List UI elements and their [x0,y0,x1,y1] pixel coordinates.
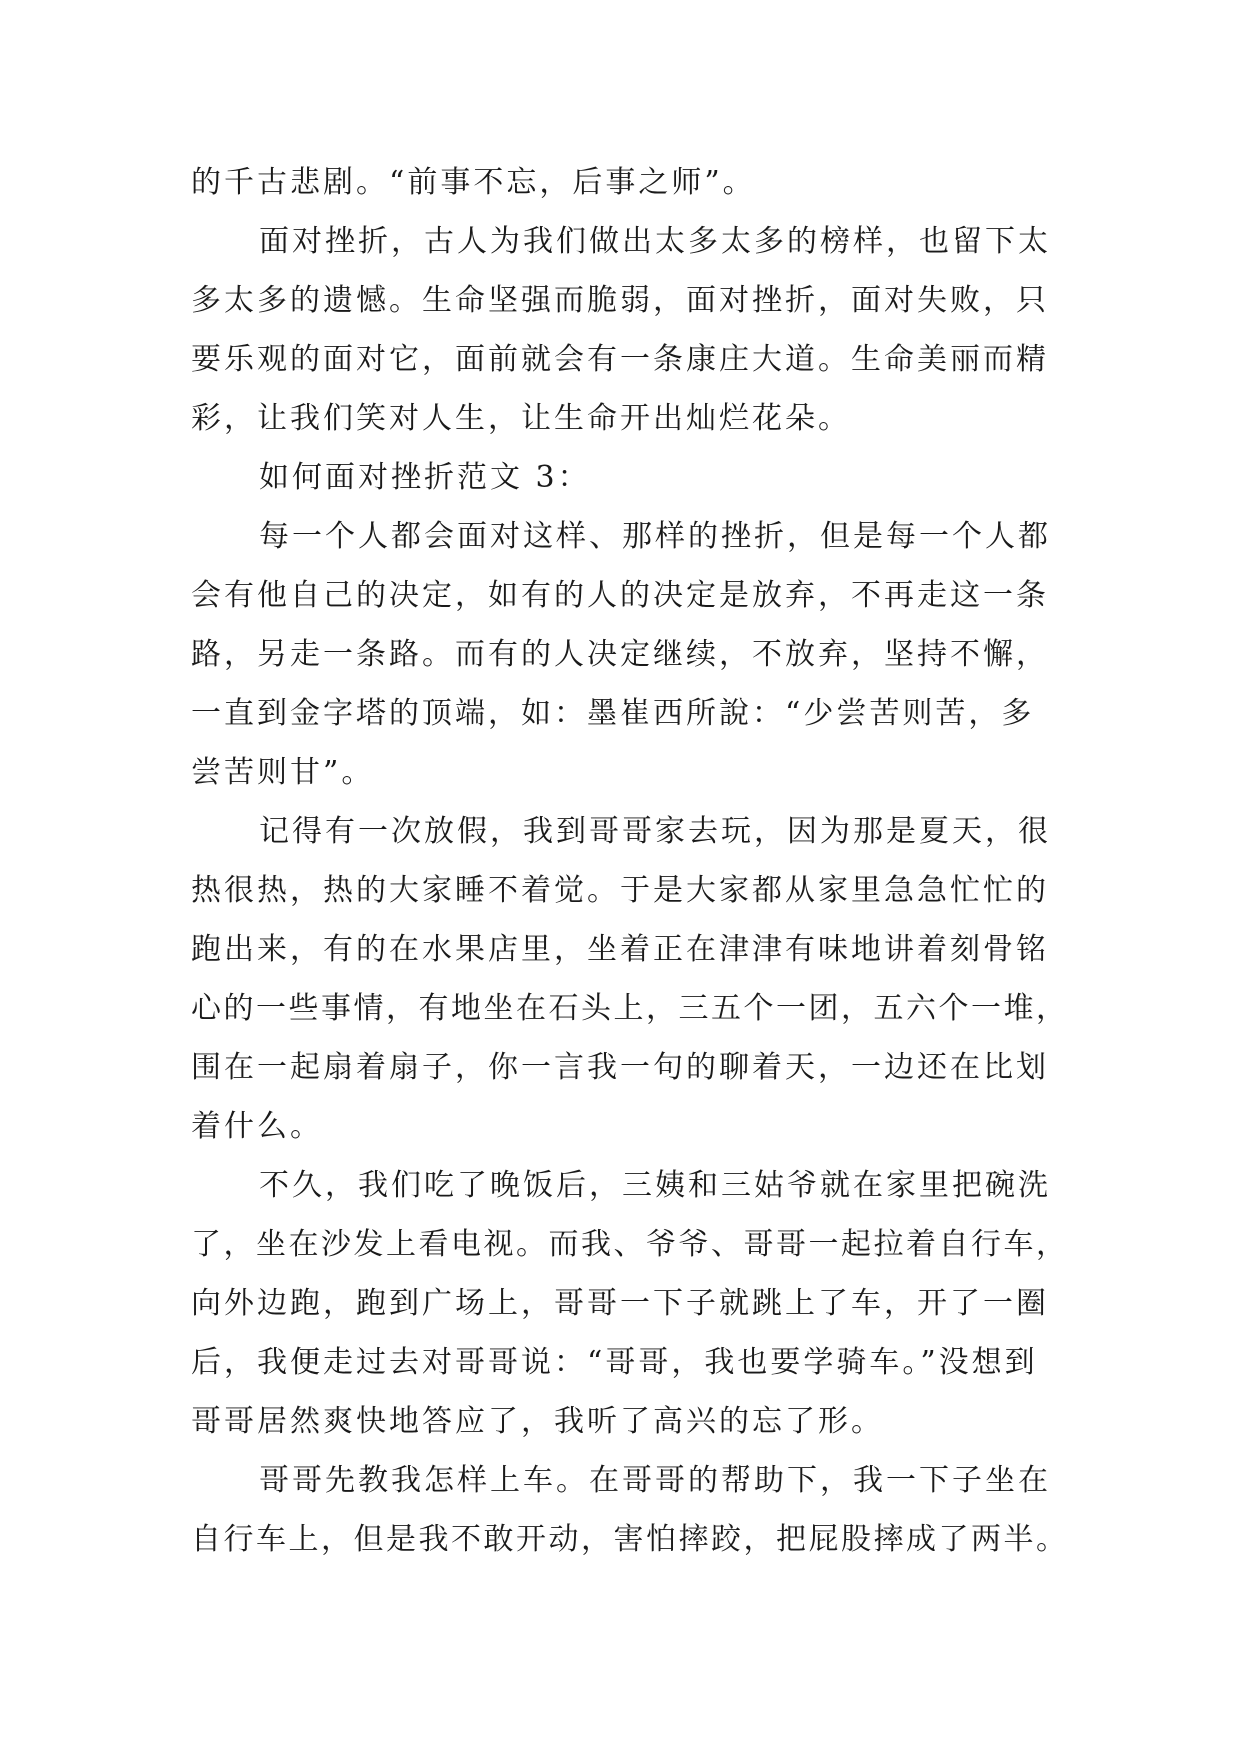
text-line: 彩，让我们笑对人生，让生命开出灿烂花朵。 [191,401,851,436]
text-line: 多太多的遗憾。生命坚强而脆弱，面对挫折，面对失败，只 [191,283,1049,318]
text-line: 热很热，热的大家睡不着觉。于是大家都从家里急急忙忙的 [191,873,1049,908]
text-line: 后，我便走过去对哥哥说：“哥哥，我也要学骑车。”没想到 [191,1345,1038,1380]
text-line: 哥哥先教我怎样上车。在哥哥的帮助下，我一下子坐在 [259,1463,1051,1498]
text-line: 每一个人都会面对这样、那样的挫折，但是每一个人都 [259,519,1051,554]
text-line: 着什么。 [191,1109,323,1144]
text-line: 尝苦则甘”。 [191,755,375,790]
text-line: 了，坐在沙发上看电视。而我、爷爷、哥哥一起拉着自行车， [191,1227,1069,1262]
document-body [191,153,1071,1569]
text-line: 路，另走一条路。而有的人决定继续，不放弃，坚持不懈， [191,637,1049,672]
text-line: 的千古悲剧。“前事不忘，后事之师”。 [191,165,756,200]
text-line: 自行车上，但是我不敢开动，害怕摔跤，把屁股摔成了两半。 [191,1522,1069,1557]
text-line: 一直到金字塔的顶端，如：墨崔西所說：“少尝苦则苦，多 [191,696,1035,731]
text-line: 如何面对挫折范文 3： [259,460,591,495]
text-line: 围在一起扇着扇子，你一言我一句的聊着天，一边还在比划 [191,1050,1049,1085]
text-line: 记得有一次放假，我到哥哥家去玩，因为那是夏天，很 [259,814,1051,849]
text-line: 面对挫折，古人为我们做出太多太多的榜样，也留下太 [259,224,1051,259]
text-line: 会有他自己的决定，如有的人的决定是放弃，不再走这一条 [191,578,1049,613]
text-line: 不久，我们吃了晚饭后，三姨和三姑爷就在家里把碗洗 [259,1168,1051,1203]
text-line: 向外边跑，跑到广场上，哥哥一下子就跳上了车，开了一圈 [191,1286,1049,1321]
text-line: 哥哥居然爽快地答应了，我听了高兴的忘了形。 [191,1404,884,1439]
text-line: 心的一些事情，有地坐在石头上，三五个一团，五六个一堆， [191,991,1069,1026]
text-line: 跑出来，有的在水果店里，坐着正在津津有味地讲着刻骨铭 [191,932,1049,967]
text-line: 要乐观的面对它，面前就会有一条康庄大道。生命美丽而精 [191,342,1049,377]
